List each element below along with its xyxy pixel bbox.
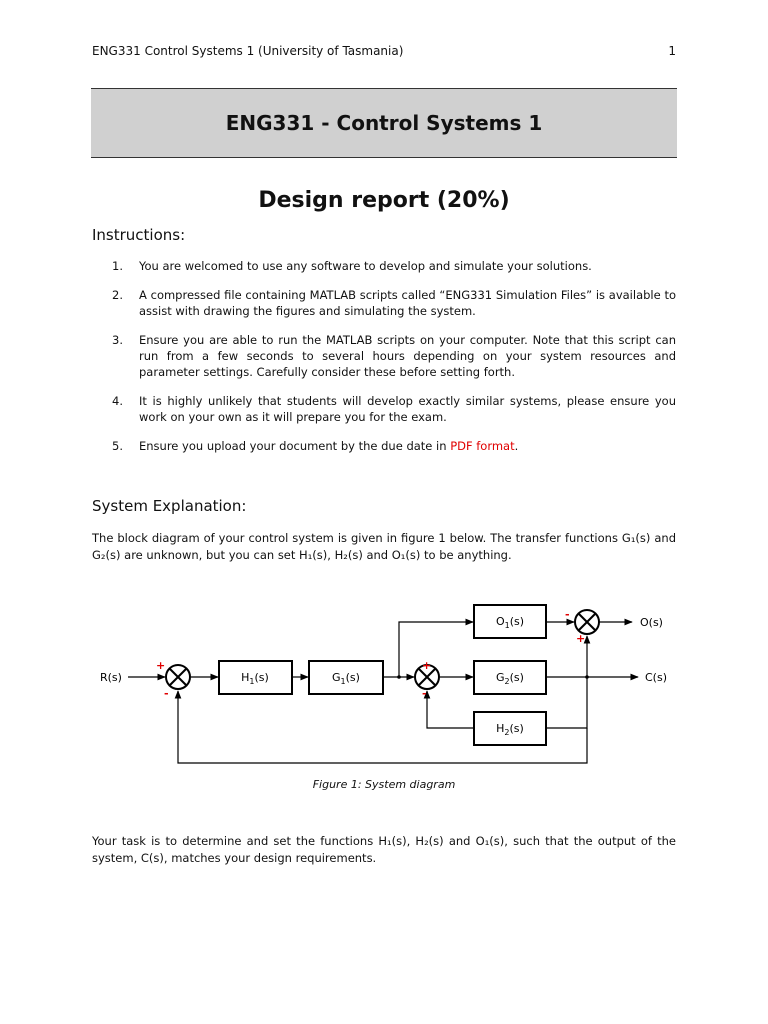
signal-r: R(s): [100, 671, 122, 684]
summing-junction-1: [166, 665, 190, 689]
signal-c: C(s): [645, 671, 667, 684]
system-heading: System Explanation:: [92, 497, 247, 515]
sign-minus-3: -: [565, 608, 570, 621]
item-text: A compressed file containing MATLAB scripts called “ENG331 Simulation Files” is available to assist with drawing the figures and simulating the system.: [139, 288, 676, 318]
item-text-main: Ensure you upload your document by the due date in: [139, 439, 451, 453]
item-text: [139, 438, 676, 454]
signal-o: O(s): [640, 616, 663, 629]
junction-dot: [585, 675, 589, 679]
label-g2: $G_2(s)$: [496, 671, 524, 686]
item-number: 4.: [112, 394, 123, 408]
instructions-heading: Instructions:: [92, 226, 186, 244]
report-title: Design report (20%): [258, 188, 510, 213]
item-text: You are welcomed to use any software to develop and simulate your solutions.: [139, 259, 592, 273]
running-title: ENG331 Control Systems 1 (University of Tasmania): [92, 44, 404, 58]
sign-plus-1: +: [156, 659, 166, 672]
pdf-format-highlight: PDF format: [450, 439, 515, 453]
label-h1: $H_1(s)$: [241, 671, 269, 686]
list-item: [112, 287, 676, 319]
item-number: 5.: [112, 439, 123, 453]
sign-plus-3: +: [576, 632, 586, 645]
item-number: 1.: [112, 259, 123, 273]
summing-junction-3: [575, 610, 599, 634]
figure-caption: Figure 1: System diagram: [312, 778, 456, 791]
item-text: Ensure you are able to run the MATLAB scripts on your computer. Note that this script can run from a few seconds to several hours depending on your system resources and parameter settings. Carefully consider these before setting forth.: [139, 333, 676, 379]
label-h2: $H_2(s)$: [496, 722, 524, 737]
list-item: [112, 332, 676, 380]
page-number: 1: [668, 44, 676, 58]
list-item: [112, 393, 676, 425]
junction-dot: [397, 675, 401, 679]
sign-plus-2: +: [422, 659, 432, 672]
label-g1: $G_1(s)$: [332, 671, 360, 686]
item-text: It is highly unlikely that students will develop exactly similar systems, please ensure you work on your own as it will prepare you for the exam.: [139, 394, 676, 424]
system-intro-paragraph: The block diagram of your control system is given in figure 1 below. The transfer functions G₁(s) and G₂(s) are unknown, but you can set H₁(s), H₂(s) and O₁(s) to be anything.: [92, 531, 676, 562]
task-paragraph: Your task is to determine and set the functions H₁(s), H₂(s) and O₁(s), such that the output of the system, C(s), matches your design requirements.: [92, 834, 676, 865]
page-header: [92, 44, 676, 58]
sign-minus-2: -: [422, 687, 427, 700]
item-number: 2.: [112, 288, 123, 302]
list-item: [112, 258, 676, 274]
item-text-suffix: .: [514, 439, 519, 453]
system-block-diagram: [0, 590, 768, 780]
instructions-list: [112, 258, 676, 454]
list-item: [112, 438, 676, 454]
item-number: 3.: [112, 333, 123, 347]
label-o1: $O_1(s)$: [495, 615, 525, 630]
course-title-band: [91, 88, 677, 158]
sign-minus-1: -: [164, 687, 169, 700]
course-title: ENG331 - Control Systems 1: [225, 111, 543, 135]
